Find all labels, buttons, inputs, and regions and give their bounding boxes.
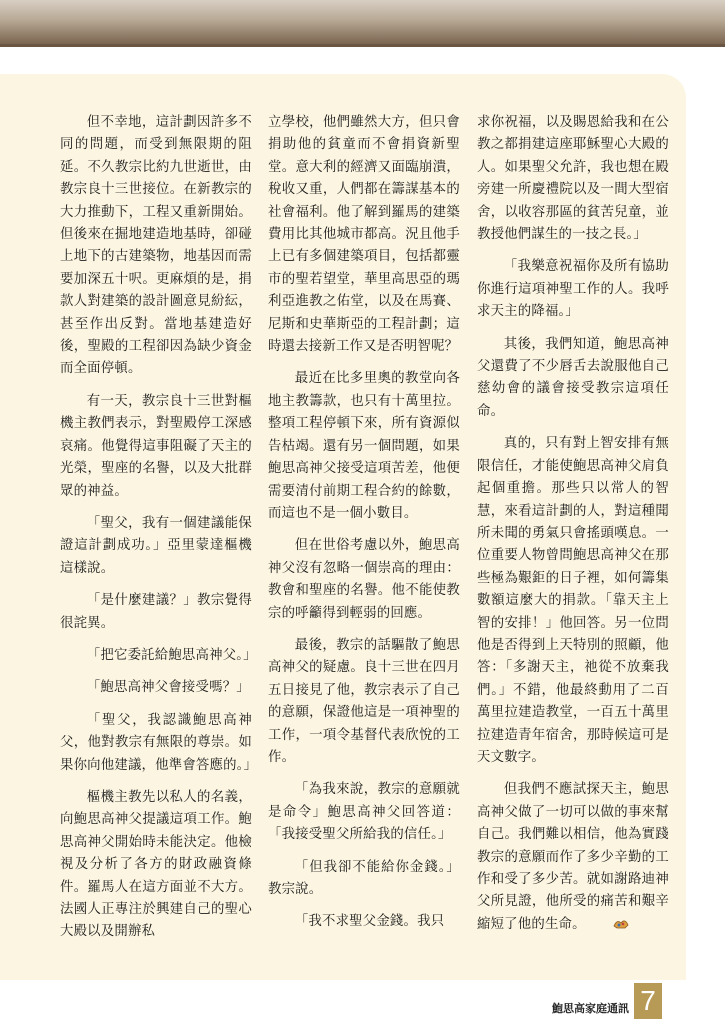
end-of-article-icon <box>586 915 602 927</box>
top-banner-rule <box>0 44 725 47</box>
paragraph: 有一天，教宗良十三世對樞機主教們表示，對聖殿停工深感哀痛。他覺得這事阻礙了天主的光榮，聖座的名譽，以及大批群眾的神益。 <box>60 393 252 499</box>
paragraph: 「聖父，我認識鮑思高神父，他對教宗有無限的尊崇。如果你向他建議，他準會答應的。」 <box>60 712 258 773</box>
paragraph: 「我不求聖父金錢。我只 <box>294 914 445 930</box>
paragraph: 最後，教宗的話驅散了鮑思高神父的疑慮。良十三世在四月五日接見了他，教宗表示了自己的意願，保證他這是一項神聖的工作，一項令基督代表欣悅的工作。 <box>268 637 460 765</box>
article-column-2 <box>268 112 460 944</box>
top-banner <box>0 0 725 44</box>
page-number: 7 <box>634 983 662 1019</box>
paragraph: 「但我卻不能給你金錢。」教宗說。 <box>268 859 460 897</box>
paragraph: 立學校，他們雖然大方，但只會捐助他的貧童而不會捐資新聖堂。意大利的經濟又面臨崩潰，稅收又重，人們都在籌謀基本的社會福利。他了解到羅馬的建築費用比其他城市都高。況且他手上已有多個建築項目，包括都靈市的聖若望堂，華里高思亞的瑪利亞進教之佑堂，以及在馬賽、尼斯和史華斯亞的工程計劃；這時還去接新工作又是否明智呢？ <box>268 115 460 355</box>
paragraph: 但不幸地，這計劃因許多不同的問題，而受到無限期的阻延。不久教宗比約九世逝世，由教宗良十三世接位。在新教宗的大力推動下，工程又重新開始。但後來在掘地建造地基時，卻碰上地下的古建築物，地基因而需要加深五十呎。更麻煩的是，捐款人對建築的設計圖意見紛紜，甚至作出反對。當地基建造好後，聖殿的工程卻因為缺少資金而全面停頓。 <box>60 115 252 377</box>
paragraph: 其後，我們知道，鮑思高神父還費了不少唇舌去說服他自己慈幼會的議會接受教宗這項任命。 <box>477 336 669 419</box>
paragraph: 最近在比多里奧的教堂向各地主教籌款，也只有十萬里拉。整項工程停頓下來，所有資源似告枯竭。還有另一個問題，如果鮑思高神父接受這項苦差，他便需要清付前期工程合約的餘數，而這也不是一個小數目。 <box>268 371 460 521</box>
paragraph: 「鮑思高神父會接受嗎？」 <box>86 680 250 696</box>
paragraph: 樞機主教先以私人的名義，向鮑思高神父提議這項工作。鮑思高神父開始時未能決定。他檢視及分析了各方的財政融資條件。羅馬人在這方面並不大方。法國人正專注於興建自己的聖心大殿以及開辦私 <box>60 789 252 940</box>
publication-name: 鮑思高家庭通訊 <box>552 1002 629 1015</box>
paragraph-last <box>477 779 669 936</box>
paragraph: 「為我來說，教宗的意願就是命令」鮑思高神父回答道：「我接受聖父所給我的信任。」 <box>268 782 460 843</box>
paragraph: 「把它委託給鮑思高神父。」 <box>86 647 257 663</box>
article-column-3 <box>477 112 669 946</box>
article-column-1 <box>60 112 258 954</box>
paragraph: 「是什麼建議？」教宗覺得很詫異。 <box>60 593 252 631</box>
paragraph: 但在世俗考慮以外，鮑思高神父沒有忽略一個崇高的理由：教會和聖座的名譽。他不能使教宗的呼籲得到輕弱的回應。 <box>268 538 460 621</box>
paragraph: 真的，只有對上智安排有無限信任，才能使鮑思高神父肩負起個重擔。那些只以常人的智慧，來看這計劃的人，對這種聞所未聞的勇氣只會搖頭嘆息。一位重要人物曾問鮑思高神父在那些極為艱鉅的日子裡，如何籌集數額這麼大的捐款。「靠天主上智的安排！」他回答。另一位問他是否得到上天特別的照顧，他答：「多謝天主，祂從不放棄我們。」不錯，他最終動用了二百萬里拉建造教堂，一百五十萬里拉建造青年宿舍，那時候這可是天文數字。 <box>477 436 669 765</box>
paragraph-text: 但我們不應試探天主，鮑思高神父做了一切可以做的事來幫自己。我們難以相信，他為實踐教宗的意願而作了多少辛勤的工作和受了多少苦。就如謝路迪神父所見證，他所受的痛苦和艱辛縮短了他的生命。 <box>477 782 669 932</box>
paragraph: 求你祝福，以及賜恩給我和在公教之都捐建這座耶穌聖心大殿的人。如果聖父允許，我也想在殿旁建一所慶禮院以及一間大型宿舍，以收容那區的貧苦兒童，並教授他們謀生的一技之長。」 <box>477 115 669 243</box>
paragraph: 「我樂意祝福你及所有協助你進行這項神聖工作的人。我呼求天主的降福。」 <box>477 259 669 320</box>
paragraph: 「聖父，我有一個建議能保證這計劃成功。」亞里蒙達樞機這樣說。 <box>60 515 252 576</box>
